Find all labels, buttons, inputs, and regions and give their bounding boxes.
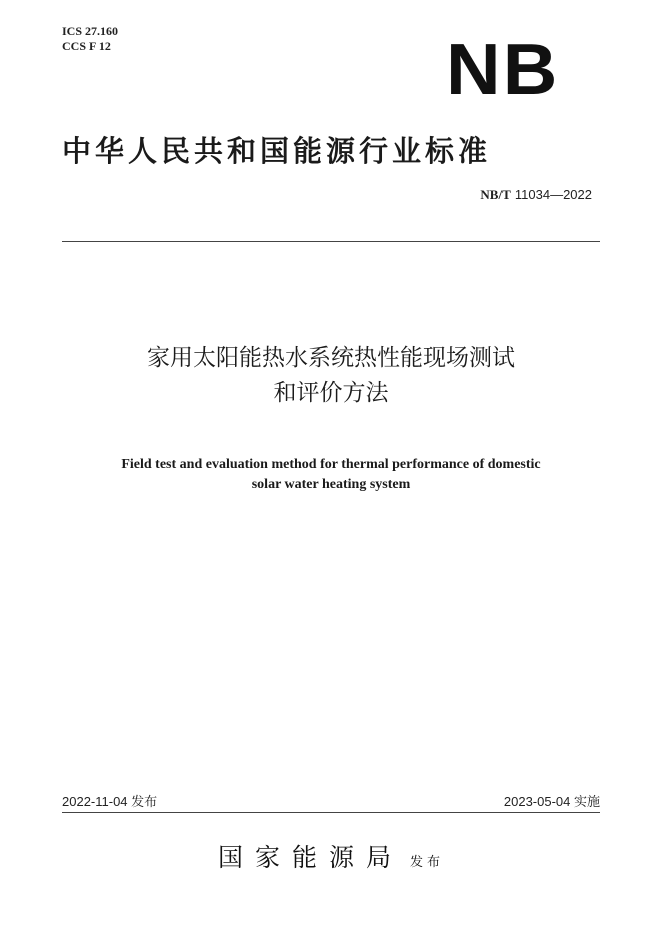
bottom-divider — [62, 812, 600, 813]
standard-number-prefix: NB/T — [480, 187, 511, 202]
classification-codes — [62, 24, 118, 54]
ccs-code: CCS F 12 — [62, 39, 111, 53]
issuing-authority — [62, 841, 600, 875]
nb-logo: NB — [446, 30, 560, 110]
issuing-authority-suffix: 发布 — [410, 855, 445, 870]
chinese-title-line-1: 家用太阳能热水系统热性能现场测试 — [147, 345, 515, 371]
implementation-date: 2023-05-04 实施 — [503, 794, 600, 809]
chinese-title-line-2: 和评价方法 — [273, 380, 389, 406]
english-title-line-2: solar water heating system — [251, 477, 411, 492]
issue-date: 2022-11-04 发布 — [62, 794, 158, 809]
english-title — [62, 455, 600, 495]
industry-standard-title: 中华人民共和国能源行业标准 — [62, 134, 492, 168]
issuing-authority-name: 国家能源局 — [217, 843, 403, 872]
standard-number-value: 11034—2022 — [514, 187, 592, 202]
top-divider — [62, 241, 600, 242]
english-title-line-1: Field test and evaluation method for thermal performance of domestic — [121, 457, 541, 472]
standard-number — [480, 187, 592, 204]
chinese-title — [62, 341, 600, 411]
ics-code: ICS 27.160 — [62, 24, 119, 38]
